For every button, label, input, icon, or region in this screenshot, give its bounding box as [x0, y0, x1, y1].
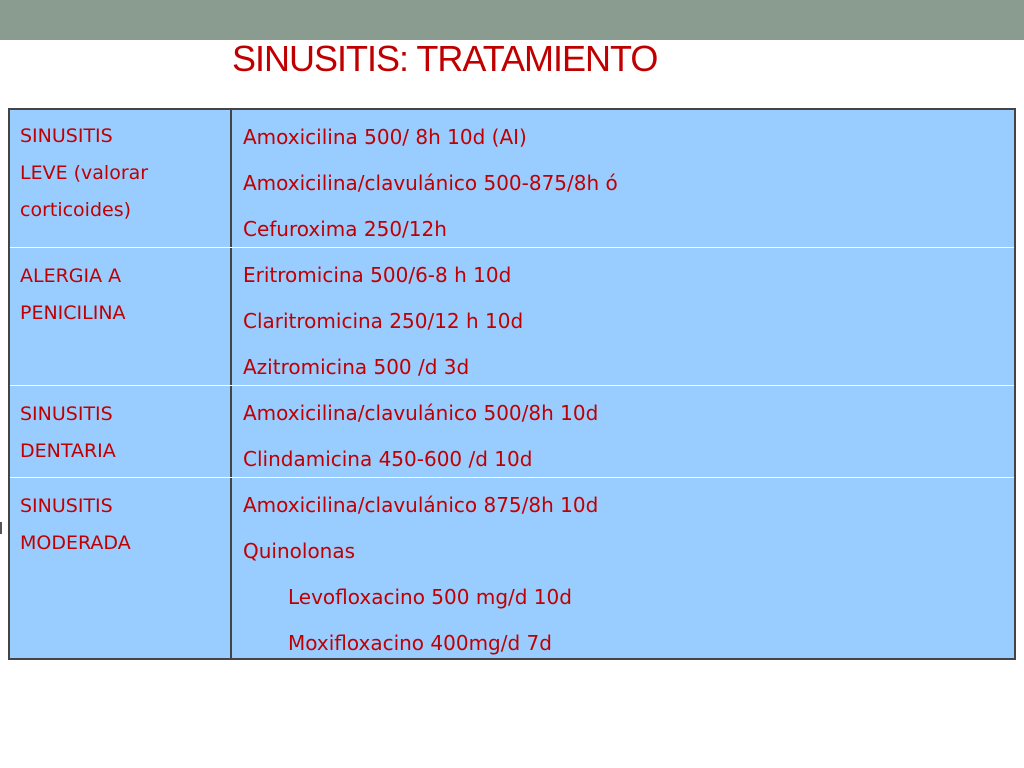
table-row — [10, 386, 1014, 478]
treatment-line: Azitromicina 500 /d 3d — [243, 355, 470, 379]
treatment-cell — [232, 248, 1014, 385]
treatment-line: Amoxicilina/clavulánico 500/8h 10d — [243, 401, 599, 425]
edge-marker — [0, 522, 2, 534]
slide-title: SINUSITIS: TRATAMIENTO — [232, 38, 658, 79]
condition-text: corticoides) — [20, 199, 132, 221]
condition-text: SINUSITIS — [20, 125, 113, 147]
treatment-subline: Moxifloxacino 400mg/d 7d — [288, 631, 552, 655]
treatment-line: Eritromicina 500/6-8 h 10d — [243, 263, 512, 287]
treatment-cell — [232, 478, 1014, 658]
condition-cell — [10, 478, 232, 658]
condition-cell — [10, 386, 232, 477]
treatment-table — [8, 108, 1016, 660]
treatment-line: Quinolonas — [243, 539, 356, 563]
treatment-line: Amoxicilina/clavulánico 500-875/8h ó — [243, 171, 618, 195]
condition-text: LEVE (valorar — [20, 162, 149, 184]
treatment-line: Clindamicina 450-600 /d 10d — [243, 447, 533, 471]
condition-cell — [10, 248, 232, 385]
condition-cell — [10, 110, 232, 247]
treatment-line: Claritromicina 250/12 h 10d — [243, 309, 524, 333]
table-row — [10, 478, 1014, 658]
condition-text: PENICILINA — [20, 302, 126, 324]
treatment-line: Amoxicilina 500/ 8h 10d (AI) — [243, 125, 527, 149]
condition-text: DENTARIA — [20, 440, 116, 462]
condition-text: MODERADA — [20, 532, 131, 554]
treatment-subline: Levofloxacino 500 mg/d 10d — [288, 585, 572, 609]
condition-text: SINUSITIS — [20, 403, 113, 425]
condition-text: ALERGIA A — [20, 265, 122, 287]
treatment-line: Cefuroxima 250/12h — [243, 217, 447, 241]
table-row — [10, 110, 1014, 248]
condition-text: SINUSITIS — [20, 495, 113, 517]
table-row — [10, 248, 1014, 386]
treatment-line: Amoxicilina/clavulánico 875/8h 10d — [243, 493, 599, 517]
treatment-cell — [232, 386, 1014, 477]
header-band — [0, 0, 1024, 40]
treatment-cell — [232, 110, 1014, 247]
